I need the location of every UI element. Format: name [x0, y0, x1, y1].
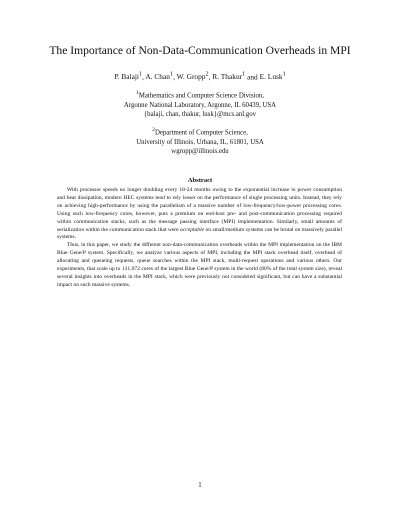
paper-title: The Importance of Non-Data-Communication Overheads in MPI	[49, 44, 351, 57]
affiliation-department: Mathematics and Computer Science Division,	[138, 92, 264, 100]
affiliation-email: {balaji, chan, thakur, lusk}@mcs.anl.gov	[143, 111, 257, 119]
author-name: E. Lusk	[259, 72, 283, 82]
affiliation-line	[40, 126, 360, 138]
abstract-text: on small/medium systems can be brutal on massively parallel systems.	[57, 226, 342, 241]
abstract-paragraph-2: Thus, in this paper, we study the different non-data-communication overheads within the MPI implementation on the IBM Blue Gene/P system. Specifically, we analyze various aspects of MPI, including the MPI stack overhead itself, overhead of allocating and queueing requests, queue searches within the MPI stack, multi-request operations and various others. Our experiments, that scale up to 131,072 cores of the largest Blue Gene/P system in the world (80% of the total system size), reveal several insights into overheads in the MPI stack, which were previously not considered significant, but can have a substantial impact on such massive systems.	[57, 242, 342, 288]
author	[114, 72, 142, 81]
author-affiliation-mark: 1	[169, 72, 174, 78]
author	[145, 72, 173, 81]
author-separator: ,	[142, 72, 146, 82]
abstract-emphasis: acceptable	[180, 226, 205, 233]
affiliation-line	[40, 89, 360, 101]
author-name: R. Thakur	[212, 72, 243, 82]
abstract-text: With processor speeds no longer doubling every 18-24 months owing to the exponential increase in power consumption and heat dissipation, modern HEC systems tend to rely lesser on the performance of single processing units. Instead, they rely on achieving high-performance by using the parallelism of a massive number of low-frequency/low-power processing cores. Using such low-frequency cores, however, puts a premium on end-host pre- and post-communication processing required within communication stacks, such as the message passing interface (MPI) implementation. Similarly, small amounts of serialization within the communication stack that were	[57, 187, 342, 233]
author-list	[20, 71, 380, 81]
author	[260, 72, 286, 81]
author-affiliation-mark: 1	[138, 72, 143, 78]
affiliation-address: University of Illinois, Urbana, IL, 61801, USA	[136, 138, 264, 146]
author	[212, 72, 245, 81]
affiliation-1	[40, 89, 360, 120]
author-affiliation-mark: 2	[205, 72, 209, 78]
author-affiliation-mark: 1	[242, 72, 246, 78]
affiliation-mark: 1	[136, 90, 139, 96]
author-name: P. Balaji	[114, 72, 139, 82]
affiliation-department: Department of Computer Science,	[154, 129, 248, 137]
affiliation-mark: 2	[152, 127, 155, 133]
author-name: W. Gropp	[176, 72, 206, 82]
author-separator: ,	[208, 72, 213, 82]
affiliation-address: Argonne National Laboratory, Argonne, IL 60439, USA	[123, 101, 277, 109]
author-separator: and	[245, 72, 260, 82]
affiliation-2	[40, 126, 360, 157]
author-affiliation-mark: 1	[282, 72, 286, 78]
author-separator: ,	[173, 72, 177, 82]
abstract-body	[57, 187, 342, 290]
page-number: 1	[198, 482, 202, 489]
author-name: A. Chan	[145, 72, 170, 82]
abstract-paragraph-1	[57, 187, 342, 242]
author	[177, 72, 209, 81]
affiliation-email: wgropp@illinois.edu	[171, 148, 229, 156]
abstract-heading: Abstract	[187, 177, 213, 184]
